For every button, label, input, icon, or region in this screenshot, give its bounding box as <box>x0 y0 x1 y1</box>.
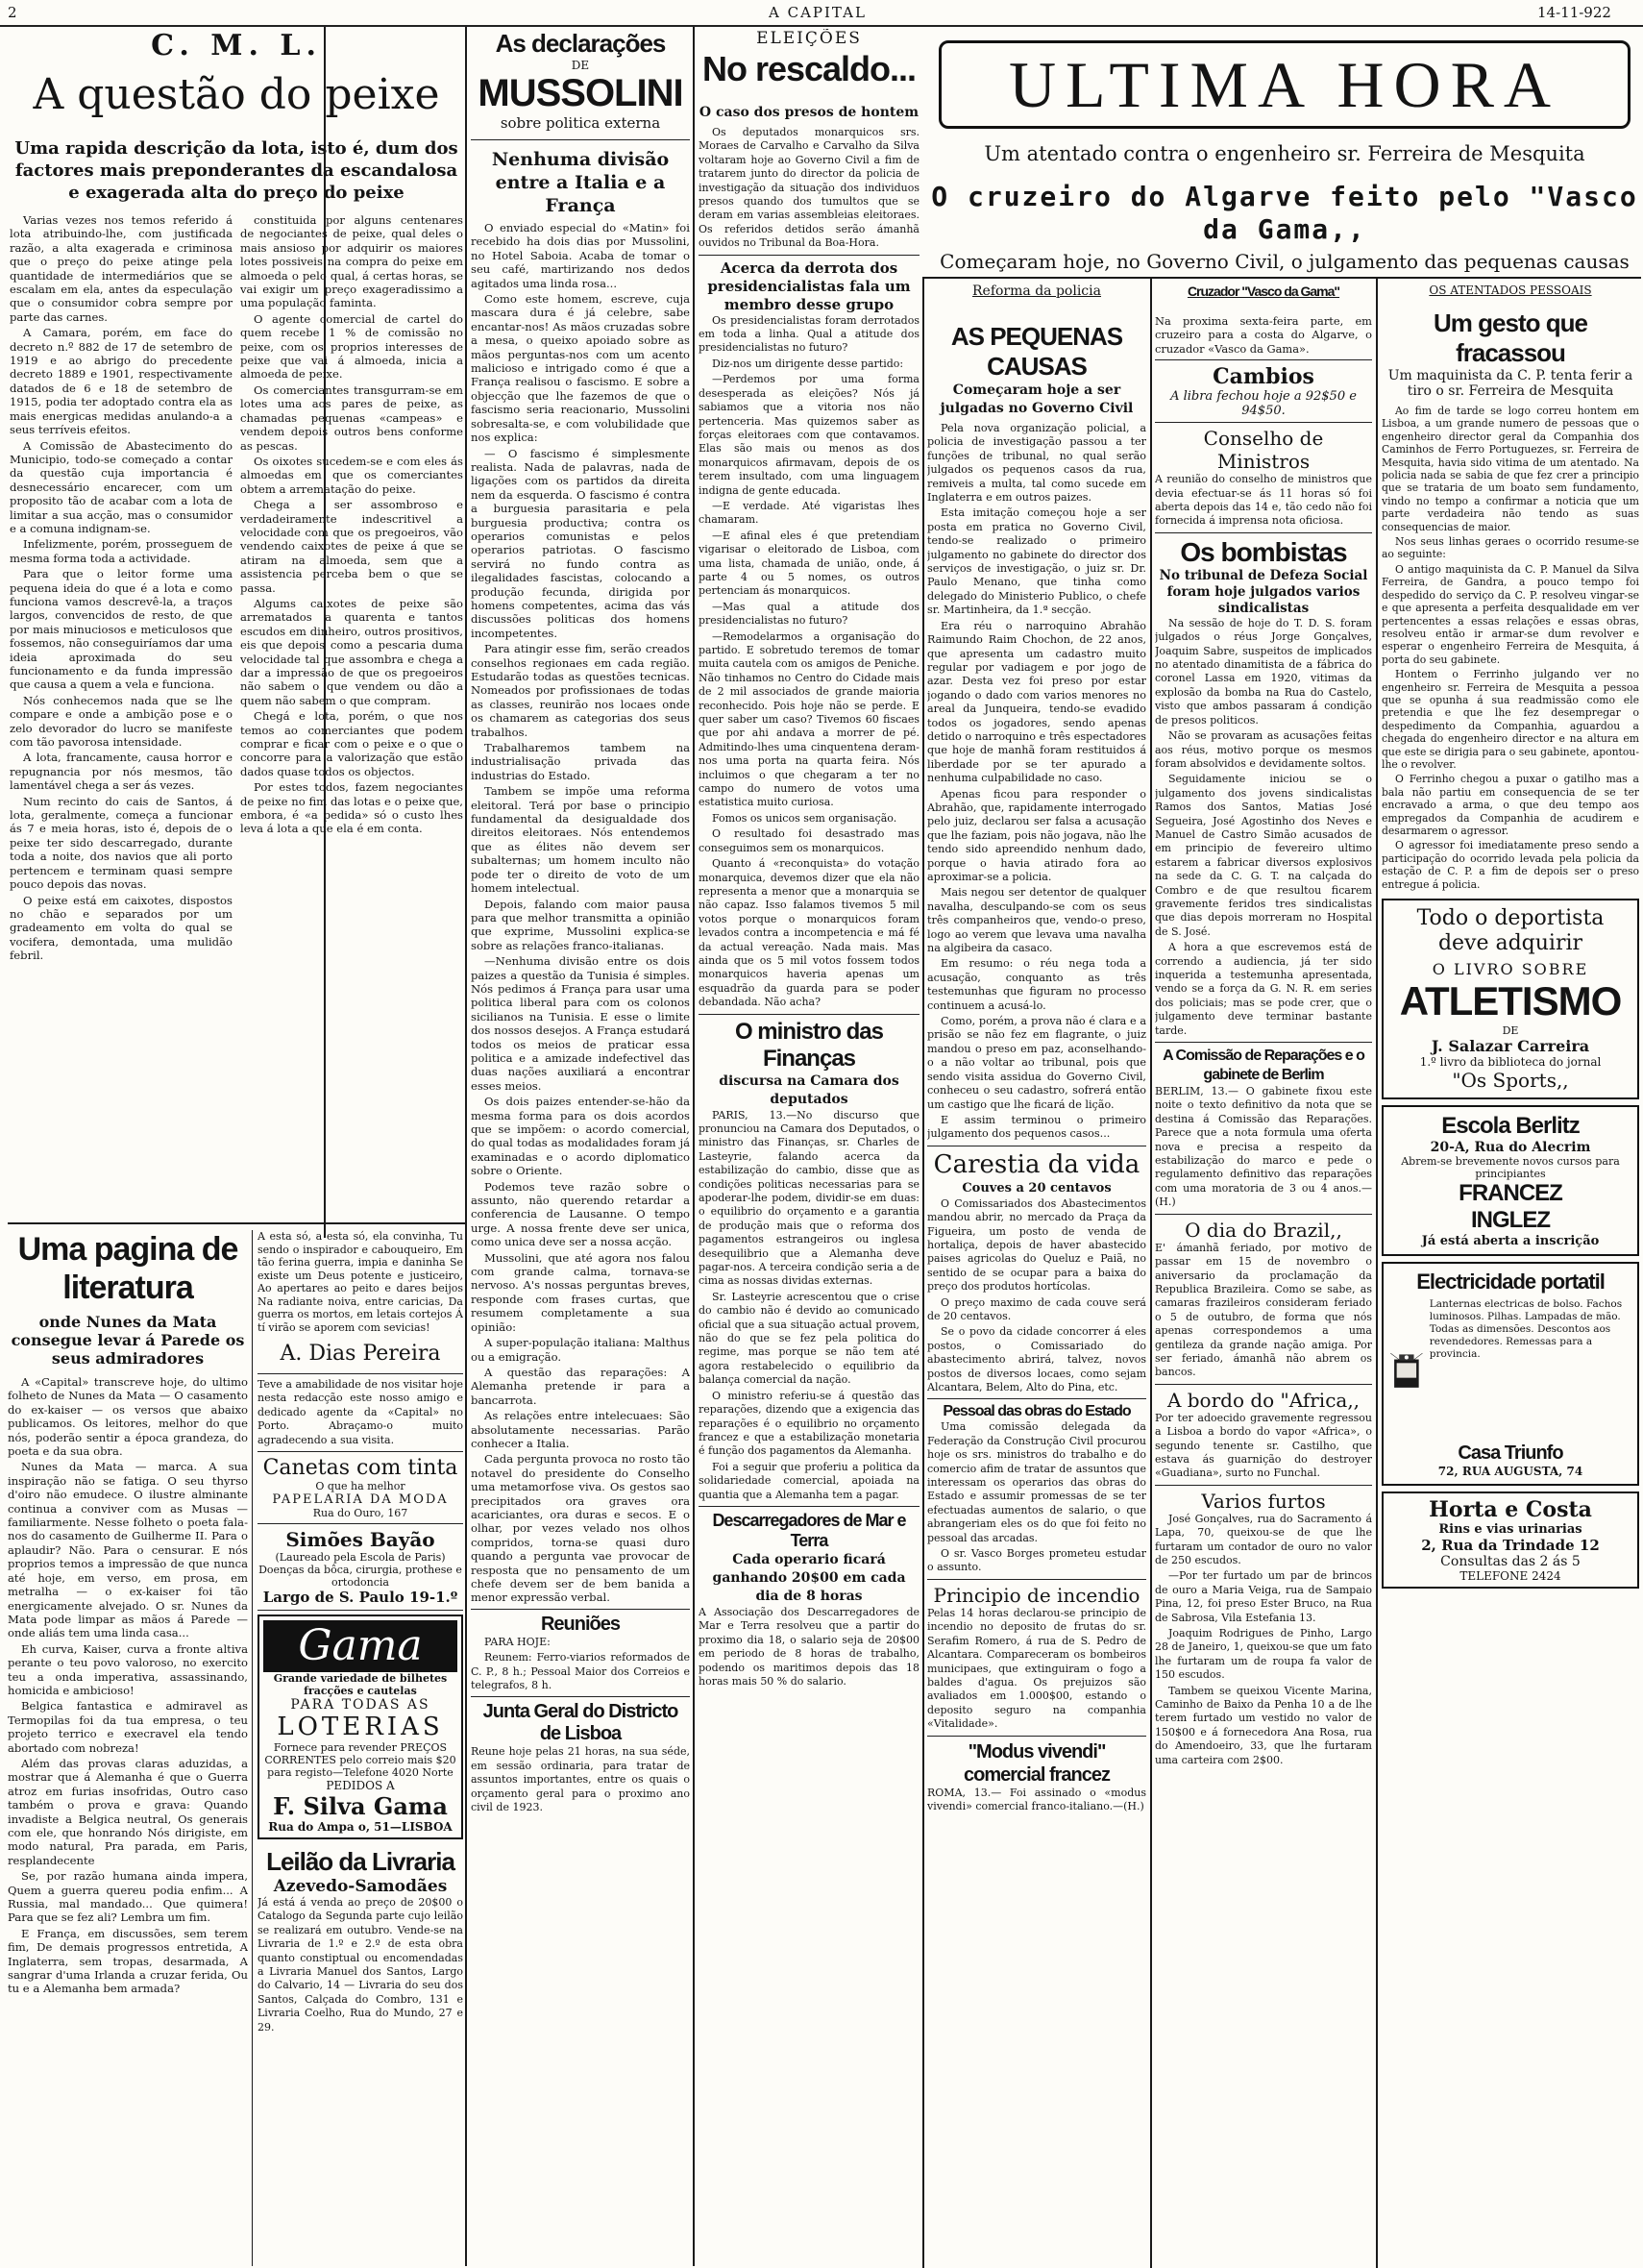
article-title-de: DE <box>571 59 590 72</box>
page-number: 2 <box>8 4 17 21</box>
visit-notice: Teve a amabilidade de nos visitar hoje nesta redacção este nosso amigo e dedicado agente da «Capital» no Porto. Abraçamo-o muito agradecendo a sua visita. <box>257 1378 463 1446</box>
ad-canetas-sub: O que ha melhor <box>315 1480 405 1493</box>
article-subtitle: Uma rapida descrição da lota, isto é, dum dos factores mais preponderantes da escandalosa e exagerada alta do preço do peixe <box>14 138 458 203</box>
descarr-subtitle: Cada operario ficará ganhando 20$00 em cada dia de 8 horas <box>712 1551 906 1604</box>
article-subtitle: Começaram hoje a ser julgadas no Governo Civil <box>940 382 1134 416</box>
ad-horta-phone: TELEFONE 2424 <box>1459 1569 1561 1584</box>
ad-atletismo-journal: "Os Sports,, <box>1452 1069 1569 1093</box>
africa-body: Por ter adoecido gravemente regressou a Lisboa a bordo do vapor «Africa», o segundo tenente sr. Castilho, que estava ás guarnição do destroyer «Guadiana», surto no Funchal. <box>1155 1411 1372 1480</box>
article-subtitle: O caso dos presos de hontem <box>699 105 920 120</box>
ad-electricidade-body: Lanternas electricas de bolso. Fachos luminosos. Pilhas. Lampadas de mão. Todas as dimensões. Descontos aos revendedores. Remessas para a provincia. <box>1429 1298 1623 1361</box>
article-subtitle: Um maquinista da C. P. tenta ferir a tiro o sr. Ferreira de Mesquita <box>1387 368 1633 399</box>
reunioes-title: Reuniões <box>540 1613 621 1635</box>
cambios-body: A libra fechou hoje a 92$50 e 94$50. <box>1170 389 1357 419</box>
carestia-body: O Comissariados dos Abastecimentos mandou abrir, no mercado da Praça da Figueira, um posto de venda de hortaliça, depois de haver abastecido paises agricolas do Queluz e Paiã, no sentido de se ocupar para a baixa do preço dos produtos hortícolas. O preço maximo de cada couve será de 20 centavos. Se o povo da cidade concorrer á eles postos, o Comissariado do abastecimento abrirá, talvez, novos postos de diversos locaes, como sejam Alcantara, Belem, Alto do Pina, etc. <box>927 1196 1146 1393</box>
ad-berlitz-open: Abrem-se brevemente novos cursos para principiantes <box>1401 1155 1620 1181</box>
ad-berlitz-lang2: INGLEZ <box>1471 1207 1550 1234</box>
article-body: A «Capital» transcreve hoje, do ultimo folheto de Nunes da Mata — O casamento do ex-kaiser — os versos que abaixo publicamos. Os leitores, melhor do que nós, poderão sentir a época grandeza, do poeta e da sua obra. Nunes da Mata — marca. A sua inspiração não se fatiga. O seu thyrso d'oiro não emudece. O ilustre alminante continua a conviver com as Musas — familiarmente. Nesse folheto o poeta fala-nos do casamento de Guilherme II. Para o aplaudir? Não. Para o censurar. E nós proprios temos a impressão de que nunca até hoje, em verso, em prosa, em metralha — o ex-kaiser foi tão energicamente alvejado. O sr. Nunes da Mata pode limpar as mãos á Parede — onde aliás tem uma linda casa... Eh curva, Kaiser, curva a fronte altiva perante o teu povo valoroso, no exercito teu a onda imperativa, assassinando, homicida e ambicioso! Belgica fantastica e admiravel as Termopilas foi da tua empresa, o teu projeto terrico e execravel ela tendo abortado com nobreza! Além das provas claras aduzidas, a mostrar que á Alemanha é que o Guerra atroz em furias insofridas, Outro caso também o prova e grava: Quando invadiste a Belgica neutral, Os generais com ele, que honrando Nós dirigiste, em modo natural, Pra parada, em Paris, resplandecente Se, por razão humana ainda impera, Quem a guerra quereu podia enfim... A Russia, mal mandado... Que quimera! Para que se fez ali? Lembra um fim. E França, em discussões, sem terem fim, De demais progressos entretida, A Inglaterra, sem tropas, desarmada, A sangrar d'uma Irlanda a cruzar ferida, Ou tu e a Alemanha bem armada? <box>8 1375 248 1996</box>
poem-continuation: A esta só, a esta só, ela convinha, Tu sendo o inspirador e cabouqueiro, Em tão ferina guerra, impia e daninha Se existe um Deus potente e justiceiro, Ao apertares ao peito e dares beijos Na radiante noiva, entre caricias, Da guerra os mortos, em letais cortejos Á tí virão se aporem com sevicias! <box>257 1230 463 1334</box>
ad-gama-line2: PARA TODAS AS <box>290 1697 430 1713</box>
ad-gama-line1: Grande variedade de bilhetes fracções e cautelas <box>273 1672 448 1698</box>
ad-gama-line4: Fornece para revender PREÇOS CORRENTES pelo correio mais $20 para registo—Telefone 4020 Norte <box>264 1741 456 1780</box>
junta-title: Junta Geral do Districto de Lisboa <box>482 1701 678 1745</box>
ad-berlitz-note: Já está aberta a inscrição <box>1421 1234 1600 1249</box>
poem-and-ads <box>257 1230 463 2263</box>
furtos-title: Varios furtos <box>1201 1489 1326 1513</box>
article-subtitle: onde Nunes da Mata consegue levar á Parede os seus admiradores <box>11 1313 245 1368</box>
ad-atletismo-vol: 1.º livro da biblioteca do jornal <box>1419 1055 1602 1070</box>
pessoal-body: Uma comissão delegada da Federação da Construção Civil procurou hoje os srs. ministros do trabalho e do comercio afim de tratar de assuntos que interessam os operarios das obras do Estado e assumir promessas de se ter efectuadas aumentos de salario, o que abrangeriam eles os do que foi feito no pessoal das arcadas. O sr. Vasco Borges prometeu estudar o assunto. <box>927 1420 1146 1574</box>
kicker: ELEIÇÕES <box>756 29 862 48</box>
signature: A. Dias Pereira <box>280 1342 441 1366</box>
modus-title: "Modus vivendi" comercial francez <box>964 1740 1110 1786</box>
ultima-hora-logo: ULTIMA HORA <box>1008 48 1561 121</box>
article-head2: Nenhuma divisão entre a Italia e a França <box>491 149 670 216</box>
ad-casa-triunfo: Casa Triunfo <box>1458 1442 1563 1465</box>
carestia-subtitle: Couves a 20 centavos <box>962 1180 1112 1196</box>
article-title-pre: As declarações <box>495 29 666 58</box>
article-pequenas-causas <box>927 284 1146 2263</box>
date: 14-11-922 <box>1537 4 1611 21</box>
article-body-col2: constituida por alguns centenares de negociantes de peixe, qual deles o mais ansioso por adquirir os maiores lotes possiveis na compra do peixe em almoeda o pelo qual, á certas horas, se vai exigir um preço exageradissimo a uma população faminta. O agente comercial de cartel do quem recebe 1 % de comissão no peixe, com os proprios interesses de peixe que vai á almoeda, inicia a almoeda de peixe. Os comerciantes transgurram-se em lotes uma aos pares de peixe, as chamadas pequenas «campeas» e vendem depois outros bens conforme as pescas. Os oixotes sucedem-se e com eles ás almoedas em que os comerciantes obtem a arrematação do peixe. Chega a ser assombroso e verdadeiramente indescritivel a velocidade com que os pregoeiros, vão vendendo caixotes de peixe á que se atiram na almoeda, sem que a assistencia perceba bem o que se passa. Algums caixotes de peixe são arrematados a quarenta e tantos escudos em dinheiro, outros prositivos, eis que depois como a pescaria duma velocidade tal que assombra e chega a dar a impressão de que os pregoeiros não sabem o que vendem ou dão a quem não sabem o que compram. Chegá e lota, porém, o que nos temos ao comerciantes que podem comprar e ficar com o peixe e o que o concorre para a valorização que estão dados quase todos os objectos. Por estes todos, fazem negociantes de peixe no fim das lotas e o peixe que, embora, é «a pedida» só o custo lhes leva á lota a que ela é em conta. <box>240 213 463 836</box>
article-body: Os deputados monarquicos srs. Moraes de Carvalho e Carvalho da Silva voltaram hoje ao Governo Civil a fim de tratarem junto do director da policia de investigação da situação dos individuos presos quando dos tumultos que se deram em varias assembleias eleitoraes. Os referidos detidos serão ámanhã ouvidos no Tribunal da Boa-Hora. <box>699 126 920 250</box>
ad-leilao: Leilão da Livraria <box>266 1847 454 1877</box>
article-pagina-literatura <box>8 1230 248 2263</box>
article-title: No rescaldo... <box>701 49 917 88</box>
comissao-body: BERLIM, 13.— O gabinete fixou este noite o texto definitivo da nota que se destina á Comissão das Reparações. Parece que a nota formula uma oferta nova e precisa a respeito da estabilização do marco e pede o regulamento definitivo das reparações com uma moratoria de 3 ou 4 anos.—(H.) <box>1155 1085 1372 1209</box>
junta-body: Reune hoje pelas 21 horas, na sua séde, em sessão ordinaria, para tratar de assuntos importantes, entre os quais o orçamento geral para o proximo ano civil de 1923. <box>471 1745 690 1814</box>
section-label: OS ATENTADOS PESSOAIS <box>1429 284 1592 297</box>
kicker: C. M. L. <box>151 29 322 62</box>
article-body: Pela nova organização policial, a policia de investigação passou a ter funções de tribunal, no qual serão julgados os pequenos casos da rua, remiveis a multa, tal como sucede em Inglaterra e em outros paizes. Esta imitação começou hoje a ser posta em pratica no Governo Civil, tendo-se realizado o primeiro julgamento no gabinete do director dos serviços de investigação, o juiz sr. Dr. Paulo Menano, que tinha como delegado do Ministerio Publico, o chefe sr. Martinheira, da 1.ª secção. Era réu o narroquino Abrahão Raimundo Raim Chochon, de 22 anos, que apresenta um cadastro muito regular por vadiagem e por jogo de azar. Desta vez foi preso por estar jogando o dado com varios menores no areal da Junqueira, tendo-se evadido todos os jogadores, sendo apenas detido o narroquino e três espectadores que hoje de manhã foram restituidos á liberdade por se ter apurado a nenhuma culpabilidade no caso. Apenas ficou para responder o Abrahão, que, rapidamente interrogado pelo juiz, declarou ser falsa a acusação que lhe faziam, pois não jogava, não lhe tendo sido apreendido nenhum dado, porque o havia atirado fora ao aproximar-se a policia. Mais negou ser detentor de qualquer navalha, desculpando-se com os seus três companheiros que, vendo-o preso, logo ao verem que levava uma navalha na algibeira da casaco. Em resumo: o réu nega toda a acusação, conquanto as três testemunhas que figuram no processo continuem a acusá-lo. Como, porém, a prova não é clara e a prisão se não fez em flagrante, o juiz mandou o preso em paz, aconselhando-o a não voltar ao tribunal, pois que sendo visita assidua do Governo Civil, conheceu o seu cadastro, sofrerá então um castigo que lhe ficará de lição. E assim terminou o primeiro julgamento dos pequenos casos... <box>927 422 1146 1141</box>
article-mussolini <box>471 29 690 2263</box>
article-body: Ao fim de tarde se logo correu hontem em Lisboa, a um grande numero de pessoas que o engenheiro director geral da Companhia dos Caminhos de Ferro Portuguezes, sr. Ferreira de Mesquita, havia sido vitima de um atentado. Na policia nada se sabia de que fez crer a principio que se trataria de um boato sem fundamento, vindo no tempo a confirmar a noticia que um parte verdadeira não tendo as suas consequencias de maior. Nos seus linhas geraes o ocorrido resume-se ao seguinte: O antigo maquinista da C. P. Manuel da Silva Ferreira, de Gandra, a pouco tempo foi despedido do serviço da C. P. resolveu vingar-se e que apresenta a perfeita desqualidade em ver pertencentes a essas relações e essas obras, resolveu então ir armar-se dum revolver e esperar o engenheiro Ferreira de Mesquita, á porta do seu gabinete. Hontem o Ferrinho julgando ver no engenheiro sr. Ferreira de Mesquita a pessoa que se opunha á sua readmissão como ele pretendia e que lhe fez desempregar o despedimento da Companhia, aguardou a chegada do engenheiro director e na altura em que este se dirigia para o seu gabinete, apontou-lhe o revolver. O Ferrinho chegou a puxar o gatilho mas a bala não partiu em consequencia de se ter encravado a arma, o que deu tempo aos empregados da Companhia de acudirem e desarmarem o agressor. O agressor foi imediatamente preso sendo a participação do ocorrido levada pela policia da estação de C. P. a fim de depois ser o preso entregue á policia. <box>1382 405 1639 891</box>
ad-canetas: Canetas com tinta <box>262 1456 458 1481</box>
ad-atletismo-pre: O LIVRO SOBRE <box>1432 960 1589 979</box>
ministro-body: PARIS, 13.—No discurso que pronunciou na Camara dos Deputados, o ministro das Finanças, sr. Charles de Lasteyrie, falando acerca da estabilização do cambio, disse que as condições politicas necessarias para se apoderar-lhe podem, dividir-se em duas: o equilibrio do orçamento e a garantia de produção mais que o reforma dos pagamentos estrangeiros ou inglesa desequilibrio que a Alemanha deve pagar-nos. A terceira condição seria a de cima as nossas dividas externas. Sr. Lasteyrie acrescentou que o crise do cambio não é devido ao comunicado oficial que a sua situação actual provem, não do que se fez pela politica do regime, mas porque se não tem até agora restabelecido o equilibrio da balança comercial da nação. O ministro referiu-se á questão das reparações, dizendo que a exigencia das reparações é o equilibrio no orçamento francez e que a estabilização monetaria é função dos pagamentos da Alemanha. Foi a seguir que proferiu a politica da solidariedade comercial, apoiada na quantia que a Alemanha tem a pagar. <box>699 1108 920 1501</box>
ad-simoes-addr: Largo de S. Paulo 19-1.º <box>262 1589 458 1607</box>
article-body: O enviado especial do «Matin» foi recebido ha dois dias por Mussolini, no Hotel Saboia. Acaba de tomar o seu café, martirizando nos dedos agitados uma linda rosa... Como este homem, escreve, cuja mascara dura é já celebre, sabe encantar-nos! As mãos cruzadas sobre a mesa, o queixo apoiado sobre as mãos perguntas-nos com um acento malicioso e intrigado como é que a França realisou o fascismo. E sobre a objecção que lhe fazemos de que o fascismo seria reacionario, Mussolini sobresalta-se, e com volubilidade que nos explica: — O fascismo é simplesmente realista. Nada de palavras, nada de ligações com os partidos da direita nem da esquerda. O fascismo é contra a burguesia parasitaria e pela burguesia productiva; contra os operarios comunistas e pelos operarios patriotas. O fascismo servirá no fundo contra as ilegalidades fascistas, colocando a produção fecunda, dirigida por homens competentes, acima das vás discussões politicas dos homens incompetentes. Para atingir esse fim, serão creados conselhos regionaes em cada região. Estudarão todas as questões tecnicas. Nomeados por profissionaes de todas as classes, reunirão nos locaes onde os chamarem as categorias dos seus trabalhos. Trabalharemos tambem na industrialisação privada das industrias do Estado. Tambem se impõe uma reforma eleitoral. Terá por base o principio fundamental da desigualdade dos direitos eleitoraes. Nós entendemos que as élites não devem ser subalternas; um homem inculto não pode ter o direito de voto de um homem intelectual. Depois, falando com maior pausa para que melhor transmitta a opinião que exprime, Mussolini explica-se sobre as relações franco-italianas. —Nenhuma divisão entre os dois paizes a questão da Tunisia é simples. Nós pedimos á França para usar uma politica liberal para com os colonos sicilianos na Tunisia. E esse o limite dos nossos desejos. A França estudará todos os meios de praticar essa politica e a amizade indefectivel das duas nações auxiliará a encontrar esses meios. Os dois paizes entender-se-hão da mesma forma para os dois acordos que se impõem: o acordo comercial, do qual todas as modalidades foram já examinadas e o acordo diplomatico sobre o Oriente. Podemos teve razão sobre o assunto, não querendo retardar a conferencia de Lausanne. O tempo urge. A nossa frente deve ser unica, como unica deve ser a nossa acção. Mussolini, que até agora nos falou com grande calma, tornava-se nervoso. A's nossas perguntas breves, responde com frases curtas, que resumem completamente a sua opinião: A super-população italiana: Malthus ou a emigração. A questão das reparações: A Alemanha pretende ir para a bancarrota. As relações entre intelecuaes: São absolutamente necessarias. Parão conhecer a Italia. Cada pergunta provoca no rosto tão notavel do presidente do Conselho uma metamorfose viva. Os gestos sao precipitados ora graves ora acariciantes, ora duras e secos. E o olhar, por vezes velado nos olhos compridos, torna-se quasi duro quando a pergunta vae provocar de resposta que no pensamento de um chefe devem ser de bem banida a menor expressão verbal. <box>471 221 690 1605</box>
ad-gama-addr: Rua do Ampa o, 51—LISBOA <box>268 1820 453 1835</box>
section-label: Cruzador "Vasco da Gama" <box>1187 284 1340 299</box>
ad-atletismo-author: J. Salazar Carreira <box>1431 1037 1590 1056</box>
ad-leilao-body: Já está á venda ao preço de 20$00 o Catalogo da Segunda parte cujo leilão se realizará em outubro. Vende-se na Livraria de 1.º e 2.º de esta obra quanto constiptual ou encomendadas a Livraria Manuel dos Santos, Largo do Calvario, 14 — Livraria do seu dos Santos, Calçada do Combro, 131 e Livraria Coelho, Rua do Mundo, 27 e 29. <box>257 1896 463 2034</box>
descarr-title: Descarregadores de Mar e Terra <box>712 1510 906 1550</box>
ad-horta-costa <box>1382 1491 1639 1589</box>
ad-atletismo-de: DE <box>1502 1024 1519 1038</box>
ad-papelaria-addr: Rua do Ouro, 167 <box>312 1507 408 1520</box>
ad-gama-name: F. Silva Gama <box>273 1792 448 1821</box>
ad-papelaria: PAPELARIA DA MODA <box>272 1492 449 1508</box>
reunioes-body: PARA HOJE: Reunem: Ferro-viarios reformados de C. P., 8 h.; Pessoal Maior dos Correios e telegrafos, 8 h. <box>471 1635 690 1692</box>
ad-simoes: Simões Bayão <box>285 1528 435 1552</box>
ad-horta-hours: Consultas das 2 ás 5 <box>1440 1554 1581 1570</box>
ad-horta-title: Horta e Costa <box>1429 1497 1592 1523</box>
cruzador-body: Na proxima sexta-feira parte, em cruzeiro para a costa do Algarve, o cruzador «Vasco da Gama». <box>1155 314 1372 356</box>
cambios-title: Cambios <box>1213 364 1314 390</box>
ad-gama-line5: PEDIDOS A <box>326 1779 395 1793</box>
bombistas-subtitle: No tribunal de Defeza Social foram hoje julgados varios sindicalistas <box>1159 567 1368 616</box>
headline-pequenas-causas: Começaram hoje, no Governo Civil, o julgamento das pequenas causas <box>940 250 1630 273</box>
ad-atletismo-title: ATLETISMO <box>1399 978 1622 1024</box>
column-cruzador <box>1155 284 1372 2263</box>
conselho-body: A reunião do conselho de ministros que devia efectuar-se ás 11 horas só foi aberta depois das 14 e, tão cedo não foi fornecida á imprensa nota oficiosa. <box>1155 473 1372 528</box>
ad-simoes-sub: (Laureado pela Escola de Paris) Doenças da bôca, cirurgia, prothese e ortodoncia <box>258 1551 462 1590</box>
article-head2: Acerca da derrota dos presidencialistas fala um membro desse grupo <box>707 259 911 313</box>
descarr-body: A Associação dos Descarregadores de Mar e Terra resolveu que a partir do proximo dia 18, o salario seja de 20$00 em periodo de 8 horas de trabalho, podendo os maritimos depois das 18 horas mais 50 % do salario. <box>699 1605 920 1688</box>
ad-berlitz-addr: 20-A, Rua do Alecrim <box>1430 1140 1591 1156</box>
article-title: MUSSOLINI <box>478 72 683 114</box>
headline-atentado: Um atentado contra o engenheiro sr. Ferreira de Mesquita <box>984 142 1585 165</box>
article-body-col1: Varias vezes nos temos referido á lota atribuindo-lhe, com justificada razão, a alta exagerada e criminosa que o preço do peixe atinge pela quantidade de intermediários que se escalam em ela, antes da especulação que o consumidor cobra sempre por parte das carnes. A Camara, porém, em face do decreto n.º 882 de 17 de setembro de 1919 e ao abrigo do precedente decreto 1889 e 1901, respectivamente datados de 6 e 18 de setembro de 1915, podia ter adoptado contra ela as mais energicas medidas anulando-a a seus terríveis efeitos. A Comissão de Abastecimento do Municipio, todo-se começado a contar da questão cuja importancia é desnecessário encarecer, com um proposito tão de acabar com a lota de limitar a sua acção, mas o consumidor e a comuna indignam-se. Infelizmente, porém, prosseguem de mesma forma toda a actividade. Para que o leitor forme uma pequena ideia do que é a lota e como funciona vamos descrevê-la, a traços largos, convencidos de resto, de que por mais minuciosos e meticulosos que fossemos, não conseguiríamos dar uma ideia aproximada do seu funcionamento e da funda impressão que causa a quem a vela e funciona. Nós conhecemos nada que se lhe compare e onde a ambição pose e o zelo devorador do lucro se manifeste com tão pavorosa intensidade. A lota, francamente, causa horror e repugnancia por nós mesmos, tão lamentável chega a ser ás vezes. Num recinto do cais de Santos, á lota, geralmente, começa a funcionar ás 7 e meia horas, isto é, depois de o peixe ter sido descarregado, durante toda a noite, dos navios que ali porto pertencem e terminam quasi sempre pouco depois das novas. O peixe está em caixotes, dispostos no chão e separados por um gradeamento em volta do qual se vocifera, demontada, uma mulidão febril. <box>10 213 233 963</box>
ad-gama-logo: Gama <box>263 1620 457 1672</box>
bombistas-body: Na sessão de hoje do T. D. S. foram julgados o réus Jorge Gonçalves, Joaquim Sabre, suspeitos de implicados no atentado dinamitista de a fábrica do coronel Lassa em 1920, vitimas da explosão da bomba na Rua do Castelo, visto que ambos passaram á condição de presos politicos. Não se provaram as acusações feitas aos réus, motivo porque os mesmos foram absolvidos e devidamente soltos. Seguidamente iniciou se o julgamento dos jovens sindicalistas Ramos dos Santos, Matias José Segueira, José Agostinho dos Neves e Manuel de Castro Simão acusados de em principio de fevereiro ultimo estarem a fabricar diversos explosivos na sede da C. G. T. na calçada do Combro e de que resultou ficarem gravemente feridos tres sindicalistas que dias depois morreram no Hospital de S. José. A hora a que escrevemos está de correndo a audiencia, já ter sido inquerida a testemunha apresentada, vendo se a força da G. N. R. em series dos policiais; mas se pode crer, que o julgamento deve terminar bastante tarde. <box>1155 616 1372 1037</box>
conselho-title: Conselho de Ministros <box>1203 427 1324 474</box>
ultima-hora-banner <box>699 29 1640 279</box>
article-title: Uma pagina de literatura <box>17 1231 238 1306</box>
ad-leilao-sub: Azevedo-Samodães <box>273 1877 448 1897</box>
ad-gama-line3: LOTERIAS <box>277 1713 444 1742</box>
column-atentado <box>1382 284 1639 2263</box>
ad-berlitz <box>1382 1105 1639 1256</box>
comissao-title: A Comissão de Reparações e o gabinete de Berlim <box>1163 1048 1364 1084</box>
ministro-title: O ministro das Finanças <box>734 1018 884 1072</box>
ad-berlitz-title: Escola Berlitz <box>1441 1113 1580 1140</box>
ad-electricidade <box>1382 1262 1639 1486</box>
carestia-title: Carestia da vida <box>933 1149 1140 1179</box>
ad-horta-sub: Rins e vias urinarias <box>1438 1522 1582 1538</box>
ministro-subtitle: discursa na Camara dos deputados <box>719 1072 899 1107</box>
ad-horta-addr: 2, Rua da Trindade 12 <box>1421 1537 1600 1555</box>
ad-atletismo-top: Todo o deportista deve adquirir <box>1416 906 1605 956</box>
section-label: Reforma da policia <box>972 284 1101 299</box>
ad-gama <box>257 1615 463 1839</box>
article-title: A questão do peixe <box>33 70 440 119</box>
article-title: Um gesto que fracassou <box>1434 308 1587 367</box>
ultima-hora-logo-box <box>939 40 1631 129</box>
article-title: AS PEQUENAS CAUSAS <box>950 322 1123 381</box>
article-subtitle: sobre politica externa <box>500 114 661 132</box>
article-questao-peixe <box>10 29 463 1220</box>
ad-casa-addr: 72, RUA AUGUSTA, 74 <box>1437 1465 1583 1479</box>
ad-berlitz-lang1: FRANCEZ <box>1459 1180 1562 1207</box>
pessoal-title: Pessoal das obras do Estado <box>943 1403 1131 1420</box>
ad-atletismo <box>1382 899 1639 1099</box>
incendio-body: Pelas 14 horas declarou-se principio de incendio no deposito de frutas do sr. Serafim Romero, á rua de S. Pedro de Alcantara. Compareceram os bombeiros municipaes, que extinguiram o fogo a baldes d'agua. Os prejuizos são avaliados em 1.000$00, estando o deposito seguro na companhia «Vitalidade». <box>927 1606 1146 1731</box>
furtos-body: José Gonçalves, rua do Sacramento á Lapa, 70, queixou-se de que lhe furtaram um contador de ouro no valor de 250 escudos. —Por ter furtado um par de brincos de ouro a Maria Veiga, rua de Sampaio Pina, 12, foi preso Ester Bruco, na Rua de Sabrosa, Vila Estefania 13. Joaquim Rodrigues de Pinho, Largo 28 de Janeiro, 1, queixou-se que um fato lhe furtaram um de roupa fa valor de 150 escudos. Tambem se queixou Vicente Marina, Caminho de Baixo da Penha 10 a de lhe terem furtado um vestido no valor de 150$00 e á fornecedora Ana Rosa, rua do Amendoeiro, 33, que lhe furtaram uma carteira com 2$00. <box>1155 1512 1372 1766</box>
africa-title: A bordo do "Africa,, <box>1166 1388 1361 1412</box>
battery-illustration <box>1389 1298 1424 1442</box>
bombistas-title: Os bombistas <box>1180 536 1347 567</box>
article-body2: Os presidencialistas foram derrotados em toda a linha. Qual a atitude dos presidencialistas no futuro? Diz-nos um dirigente desse partido: —Perdemos por uma forma desesperada as eleições? Nós já sabiamos que a vitoria nos não pertenceria. Mas quizemos saber as forças eleitoraes com que contavamos. Elas são mais ou menos as dos monarquicos afirmavam, depois de os terem insultado, com uma linguagem indigna de gente educada. —E verdade. Até vigaristas lhes chamaram. —E afinal eles é que pretendiam vigarisar o eleitorado de Lisboa, com uma lista, chamada de união, onde, á parte 4 ou 5 nomes, os outros pertenciam ás monarquicos. —Mas qual a atitude dos presidencialistas no futuro? —Remodelarmos a organisação do partido. E sobretudo teremos de tomar muita cautela com os amigos de Peniche. Não tinhamos no Centro do Cidade mais de 2 mil associados de grande maioria reconhecido. Pois hoje não se perde. E quer saber um caso? Tivemos 60 fiscaes que por ahi andava a morrer de pé. Admitindo-lhes uma cinquentena deram-nos uma porta na quarta feira. Nós incluimos o que chegaram a ter no campo do numero de votos uma estatistica muito curiosa. Fomos os unicos sem organisação. O resultado foi desastrado mas conseguimos sem os monarquicos. Quanto á «reconquista» do votação monarquica, devemos dizer que ela não representa a menor que a monarquia se não capaz. Isso falamos tivemos 5 mil votos porque o monarquicos foram levados contra a incompetencia e má fé da actual vereação. Nada mais. Mas ainda que os 5 mil votos fossem todos monarquicos haveria apenas um esquadrão da guarda para se poder debandada. Não acha? <box>699 313 920 1009</box>
paper-name: A CAPITAL <box>769 4 867 21</box>
headline-cruzeiro: O cruzeiro do Algarve feito pelo "Vasco da Gama,, <box>931 181 1638 245</box>
modus-body: ROMA, 13.— Foi assinado o «modus vivendi» comercial franco-italiano.—(H.) <box>927 1786 1146 1812</box>
page-header <box>0 0 1643 27</box>
article-eleicoes <box>699 29 920 2263</box>
dia-brazil-body: E' ámanhã feriado, por motivo de passar em 15 de novembro o aniversario da proclamação da Republica Brazileira. Como se sabe, as camaras frazileiros consideram feriado o 5 de outubro, de forma que nós apenas correspondemos a uma gentileza da grande nação amiga. Por ser feriado, ámanhã não abrem os bancos. <box>1155 1241 1372 1379</box>
dia-brazil-title: O dia do Brazil,, <box>1185 1218 1342 1242</box>
ad-electricidade-title: Electricidade portatil <box>1416 1270 1605 1294</box>
incendio-title: Principio de incendio <box>933 1583 1140 1607</box>
